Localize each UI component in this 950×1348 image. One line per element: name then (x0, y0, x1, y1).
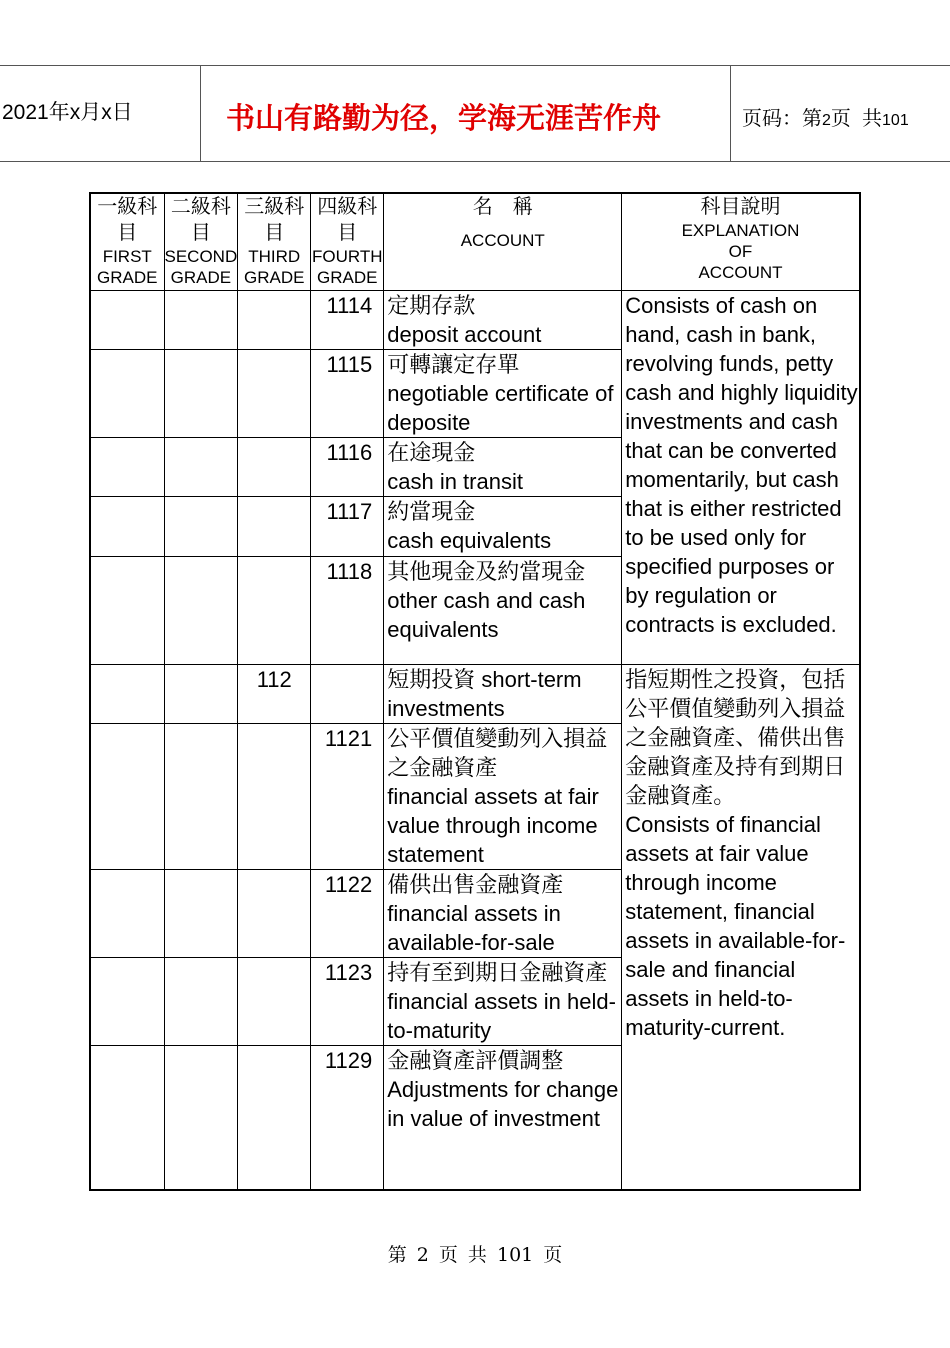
account-code: 1114 (311, 290, 384, 349)
account-code: 1122 (311, 869, 384, 957)
account-code: 1115 (311, 349, 384, 437)
header-fourth-grade: 四級科目 FOURTH GRADE (311, 193, 384, 290)
table-header-row (90, 193, 860, 290)
account-code: 1117 (311, 496, 384, 556)
table-row (90, 290, 860, 349)
explanation-investments: 指短期性之投資，包括公平價值變動列入損益之金融資產、備供出售金融資產及持有到期日金融資產。 Consists of financial assets at fair value through income statement, financial assets in available-for-sale and financial assets in held-to-maturity-current. (622, 664, 860, 1190)
header-second-grade: 二級科目 SECOND GRADE (164, 193, 238, 290)
account-name: 定期存款 deposit account (384, 290, 622, 349)
account-code: 1121 (311, 723, 384, 869)
account-name: 約當現金 cash equivalents (384, 496, 622, 556)
page-footer: 第 2 页 共 101 页 (387, 1244, 563, 1266)
header-first-grade: 一級科目 FIRST GRADE (90, 193, 164, 290)
account-name: 其他現金及約當現金 other cash and cash equivalents (384, 556, 622, 664)
table-row (90, 664, 860, 723)
header-explanation: 科目說明 EXPLANATION OF ACCOUNT (622, 193, 860, 290)
account-name: 備供出售金融資產 financial assets in available-for-sale (384, 869, 622, 957)
header-motto: 书山有路勤为径，学海无涯苦作舟 (226, 101, 662, 135)
header-page-info: 页码：第2页 共101 (742, 108, 909, 130)
account-code: 1129 (311, 1045, 384, 1190)
account-code: 1118 (311, 556, 384, 664)
account-name: 短期投資 short-term investments (384, 664, 622, 723)
header-account-name: 名 稱 ACCOUNT (384, 193, 622, 290)
explanation-cash: Consists of cash on hand, cash in bank, revolving funds, petty cash and highly liquidity investments and cash that can be converted momentarily, but cash that is either restricted to be used only for specified purposes or by regulation or contracts is excluded. (622, 290, 860, 664)
account-table (89, 192, 861, 1191)
header-date: 2021年x月x日 (2, 101, 133, 124)
account-code: 1116 (311, 437, 384, 496)
header-date-cell (0, 66, 201, 161)
page-header (0, 65, 950, 162)
header-third-grade: 三級科目 THIRD GRADE (238, 193, 311, 290)
header-motto-cell (200, 66, 731, 161)
account-name: 可轉讓定存單 negotiable certificate of deposite (384, 349, 622, 437)
account-name: 金融資產評價調整 Adjustments for change in value of investment (384, 1045, 622, 1190)
account-name: 持有至到期日金融資產 financial assets in held-to-maturity (384, 957, 622, 1045)
account-code: 112 (238, 664, 311, 723)
account-name: 在途現金 cash in transit (384, 437, 622, 496)
account-name: 公平價值變動列入損益之金融資產 financial assets at fair value through income statement (384, 723, 622, 869)
account-code: 1123 (311, 957, 384, 1045)
